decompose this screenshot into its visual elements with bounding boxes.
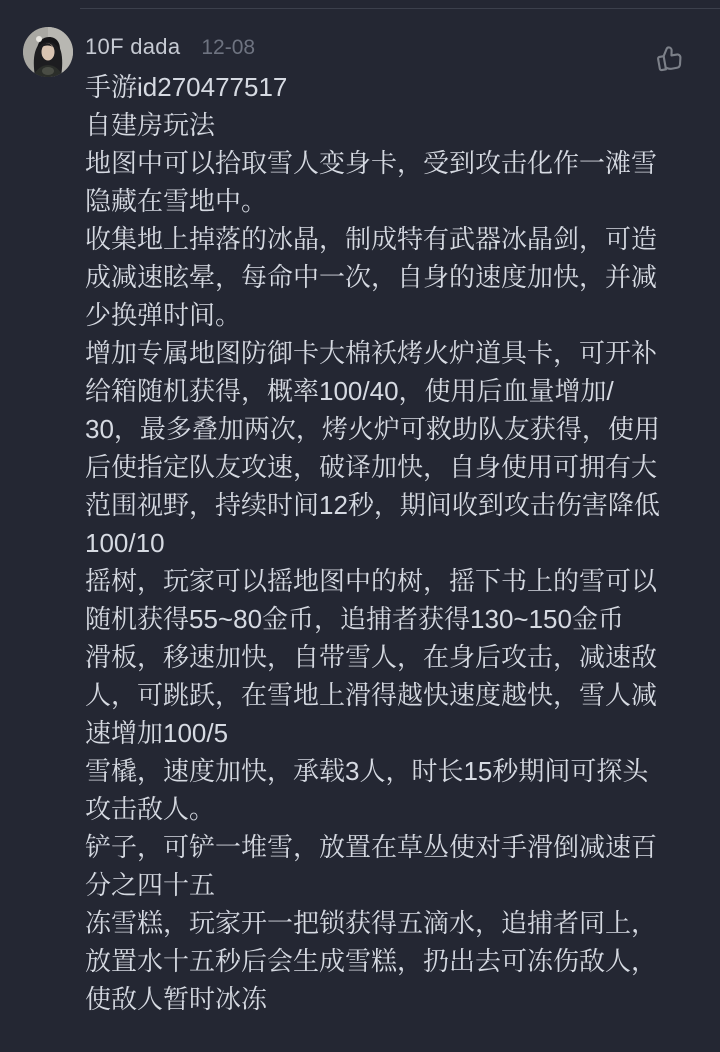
body-line: 放置水十五秒后会生成雪糕，扔出去可冻伤敌人， [85, 946, 658, 976]
username[interactable]: 10F dada [85, 34, 181, 59]
body-line: 地图中可以拾取雪人变身卡，受到攻击化作一滩雪 [85, 148, 658, 178]
body-line: 后使指定队友攻速，破译加快，自身使用可拥有大 [85, 452, 658, 482]
body-line: 滑板，移速加快，自带雪人，在身后攻击，减速敌 [85, 642, 658, 672]
body-line: 30，最多叠加两次，烤火炉可救助队友获得，使用 [85, 414, 660, 444]
body-line: 范围视野，持续时间12秒，期间收到攻击伤害降低 [85, 490, 660, 520]
body-line: 收集地上掉落的冰晶，制成特有武器冰晶剑，可造 [85, 224, 658, 254]
top-divider [80, 8, 720, 9]
avatar-photo-placeholder [23, 27, 73, 77]
body-line: 摇树，玩家可以摇地图中的树，摇下书上的雪可以 [85, 566, 658, 596]
body-line: 使敌人暂时冰冻 [85, 984, 268, 1014]
body-line: 铲子，可铲一堆雪，放置在草丛使对手滑倒减速百 [85, 832, 658, 862]
body-line: 增加专属地图防御卡大棉袄烤火炉道具卡，可开补 [85, 338, 658, 368]
body-line: 手游id270477517 [85, 72, 288, 102]
body-line: 分之四十五 [85, 870, 216, 900]
avatar[interactable] [23, 27, 73, 77]
body-line: 雪橇，速度加快，承载3人，时长15秒期间可探头 [85, 756, 649, 786]
post-header [85, 34, 255, 60]
post-body [85, 68, 685, 1018]
body-line: 隐藏在雪地中。 [85, 186, 268, 216]
body-line: 攻击敌人。 [85, 794, 216, 824]
body-line: 随机获得55~80金币，追捕者获得130~150金币 [85, 604, 624, 634]
body-line: 100/10 [85, 528, 165, 558]
body-line: 冻雪糕，玩家开一把锁获得五滴水，追捕者同上， [85, 908, 658, 938]
body-line: 给箱随机获得，概率100/40，使用后血量增加/ [85, 376, 614, 406]
body-line: 少换弹时间。 [85, 300, 242, 330]
body-line: 人，可跳跃，在雪地上滑得越快速度越快，雪人减 [85, 680, 658, 710]
body-line: 自建房玩法 [85, 110, 216, 140]
post-date: 12-08 [201, 36, 256, 59]
body-line: 速增加100/5 [85, 718, 229, 748]
body-line: 成减速眩晕，每命中一次，自身的速度加快，并减 [85, 262, 658, 292]
